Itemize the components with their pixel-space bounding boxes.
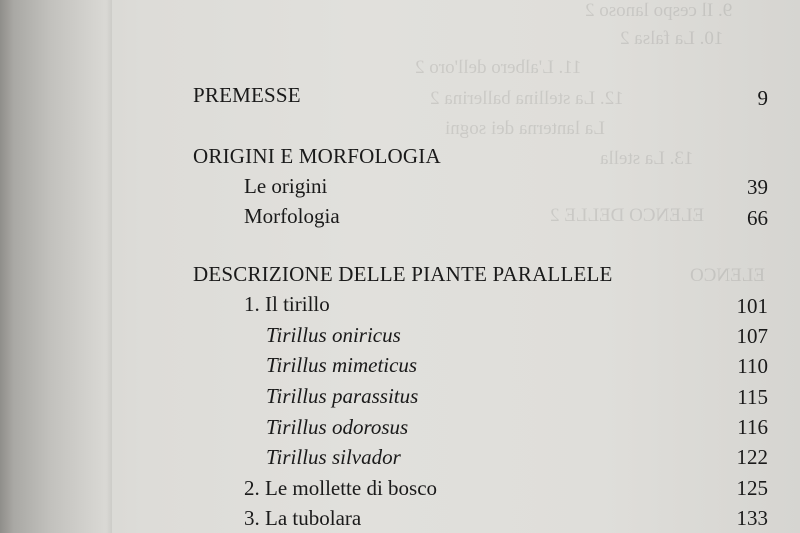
toc-entry-label: 3. La tubolara bbox=[244, 506, 362, 530]
toc-subentry-label: Tirillus silvador bbox=[266, 445, 401, 469]
toc-page-number: 133 bbox=[736, 506, 768, 530]
toc-page-number: 39 bbox=[747, 175, 768, 199]
toc-page-number: 107 bbox=[736, 324, 768, 348]
toc-heading-premesse: PREMESSE bbox=[193, 83, 301, 107]
toc-subentry-label: Tirillus mimeticus bbox=[266, 353, 418, 377]
toc-page-number: 122 bbox=[736, 445, 768, 469]
toc-page-number: 9 bbox=[757, 86, 768, 110]
toc-page-number: 125 bbox=[736, 476, 768, 500]
toc-subentry-label: Tirillus odorosus bbox=[266, 415, 409, 439]
toc-page-number: 101 bbox=[736, 294, 768, 318]
toc-page-number: 66 bbox=[747, 206, 768, 230]
toc-page-number: 116 bbox=[737, 415, 768, 439]
toc-entry-label: Le origini bbox=[244, 174, 328, 198]
toc-subentry-label: Tirillus parassitus bbox=[266, 384, 419, 408]
toc-entry-label: Morfologia bbox=[244, 204, 340, 228]
toc-entry-label: 1. Il tirillo bbox=[244, 292, 330, 316]
toc-subentry-label: Tirillus oniricus bbox=[266, 323, 401, 347]
toc-page-number: 110 bbox=[737, 354, 768, 378]
toc-page-number: 115 bbox=[737, 385, 768, 409]
toc-heading-descrizione: DESCRIZIONE DELLE PIANTE PARALLELE bbox=[193, 262, 613, 286]
toc-heading-origini: ORIGINI E MORFOLOGIA bbox=[193, 144, 441, 168]
toc-entry-label: 2. Le mollette di bosco bbox=[244, 476, 438, 500]
show-through-text: 9. Il cespo lanoso 2 10. La falsa 2 11. L'albero dell'oro 2 12. La stellina ballerina 2 La lanterna dei sogni 13. La stella ELENCO DELLE 2 ELENCO bbox=[415, 0, 765, 286]
